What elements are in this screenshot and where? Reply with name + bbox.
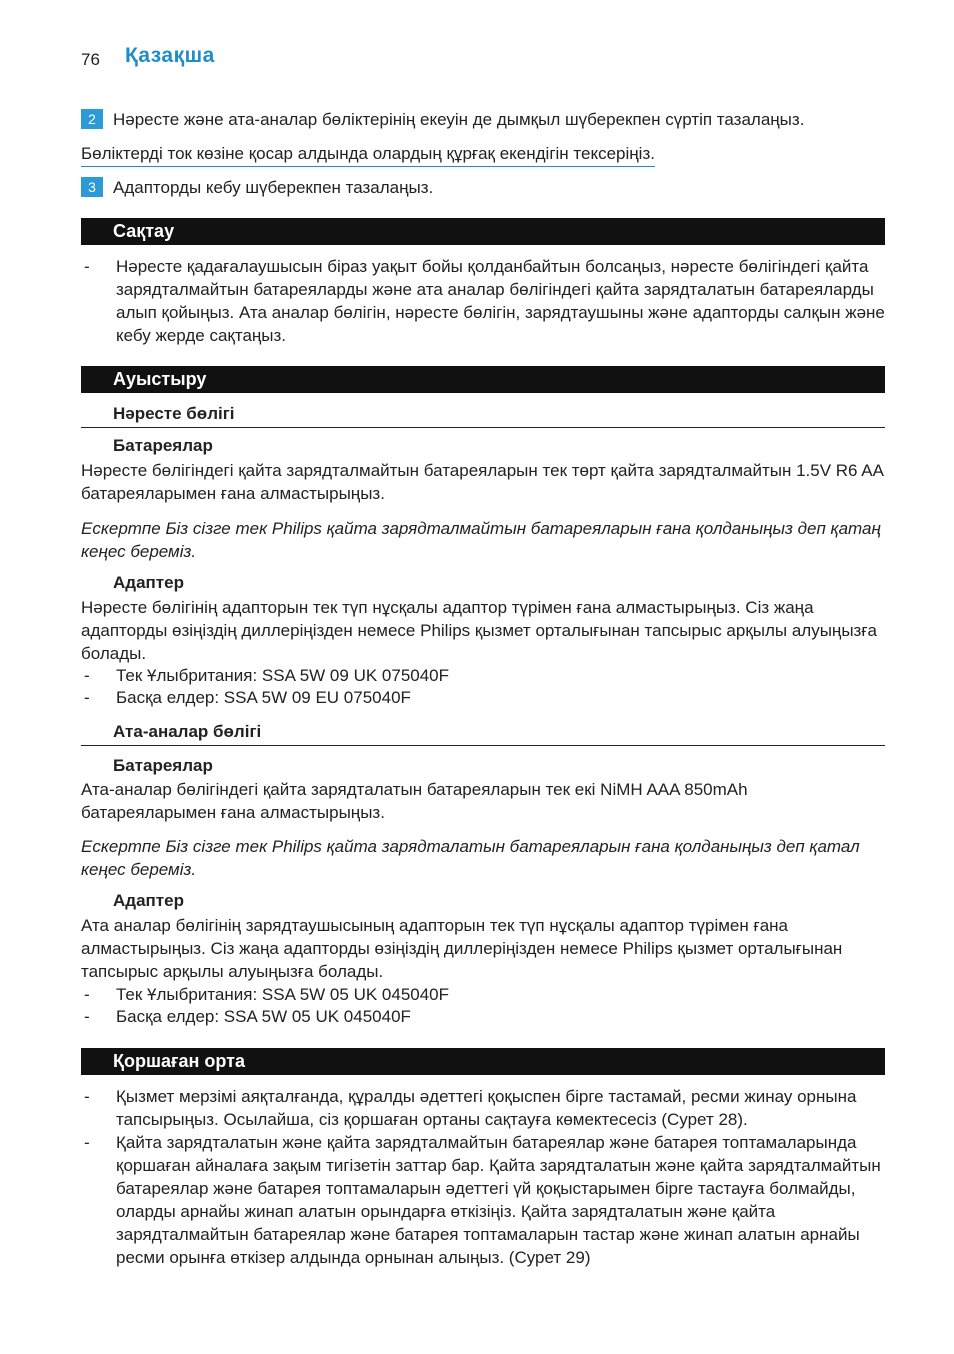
batteries-note: Ескертпе Біз сізге тек Philips қайта зарядталатын батареяларын ғана қолданыңыз деп қатал кеңес береміз. bbox=[81, 837, 860, 879]
list-item bbox=[81, 983, 887, 1006]
bullet-dash: - bbox=[84, 257, 90, 276]
language-title: Қазақша bbox=[125, 44, 215, 67]
adapter-text: Ата аналар бөлігінің зарядтаушысының адапторын тек түп нұсқалы адаптор түрімен ғана алмастырыңыз. Сіз жаңа адапторды өзіңіздің диллеріңізден немесе Philips қызмет орталығынан тапсырыс арқылы алуыңызға болады. bbox=[81, 916, 843, 981]
batteries-heading: Батареялар bbox=[113, 436, 213, 455]
step-text: Нәресте және ата-аналар бөліктерінің екеуін де дымқыл шүберекпен сүртіп тазалаңыз. bbox=[113, 110, 805, 129]
bullet-dash: - bbox=[84, 985, 90, 1004]
subsection-title: Нәресте бөлігі bbox=[113, 404, 235, 423]
bullet-dash: - bbox=[84, 688, 90, 707]
section-bar-replacement bbox=[81, 366, 885, 393]
list-item-text: Тек Ұлыбритания: SSA 5W 09 UK 075040F bbox=[116, 666, 450, 685]
step-number: 2 bbox=[81, 109, 103, 129]
list-item-text: Басқа елдер: SSA 5W 09 EU 075040F bbox=[116, 688, 411, 707]
list-item-text: Қайта зарядталатын және қайта зарядталмайтын батареялар және батарея топтамаларында қоршаған айналаға зақым тигізетін заттар бар. Қайта зарядталатын және қайта зарядталмайтын батареялар және батарея топтамаларын әдеттегі үй қоқыстарымен бірге тастауға болмайды, оларды арнайы жинап алатын орындарға өткізіңіз. Қайта зарядталатын және қайта зарядталмайтын батареялар және батарея топтамаларын тастар және жинап алатын арнайы ресми орынға өткізер алдында орнынан алыңыз. (Сурет 29) bbox=[116, 1133, 881, 1267]
bullet-dash: - bbox=[84, 1007, 90, 1026]
step-number: 3 bbox=[81, 177, 103, 197]
list-item-text: Қызмет мерзімі аяқталғанда, құралды әдеттегі қоқыспен бірге тастамай, ресми жинау орнына тапсырыңыз. Осылайша, сіз қоршаған ортаны сақтауға көмектесесіз (Сурет 28). bbox=[116, 1087, 857, 1129]
section-bar-storage bbox=[81, 218, 885, 245]
step-2 bbox=[81, 108, 885, 131]
list-item-text: Тек Ұлыбритания: SSA 5W 05 UK 045040F bbox=[116, 985, 450, 1004]
list-item bbox=[81, 686, 887, 709]
adapter-heading: Адаптер bbox=[113, 891, 184, 910]
batteries-text: Нәресте бөлігіндегі қайта зарядталмайтын батареяларын тек төрт қайта зарядталмайтын 1.5V R6 AA батареяларымен ғана алмастырыңыз. bbox=[81, 461, 884, 503]
bullet-dash: - bbox=[84, 666, 90, 685]
cleaning-note: Бөліктерді ток көзіне қосар алдында олардың құрғақ екендігін тексеріңіз. bbox=[81, 142, 655, 167]
bullet-dash: - bbox=[84, 1087, 90, 1106]
list-item bbox=[81, 664, 887, 687]
list-item-text: Басқа елдер: SSA 5W 05 UK 045040F bbox=[116, 1007, 411, 1026]
list-item bbox=[81, 255, 887, 347]
adapter-heading: Адаптер bbox=[113, 573, 184, 592]
list-item bbox=[81, 1085, 887, 1131]
bullet-dash: - bbox=[84, 1133, 90, 1152]
subsection-parent-unit bbox=[81, 721, 885, 746]
list-item bbox=[81, 1005, 887, 1028]
section-bar-environment bbox=[81, 1048, 885, 1075]
section-title: Ауыстыру bbox=[113, 369, 207, 389]
batteries-heading: Батареялар bbox=[113, 756, 213, 775]
batteries-note: Ескертпе Біз сізге тек Philips қайта зарядталмайтын батареяларын ғана қолданыңыз деп қатаң кеңес береміз. bbox=[81, 519, 881, 561]
list-item bbox=[81, 1131, 887, 1269]
adapter-text: Нәресте бөлігінің адапторын тек түп нұсқалы адаптор түрімен ғана алмастырыңыз. Сіз жаңа адапторды өзіңіздің диллеріңізден немесе Philips қызмет орталығынан тапсырыс арқылы алуыңызға болады. bbox=[81, 598, 877, 663]
step-3 bbox=[81, 176, 885, 199]
batteries-text: Ата-аналар бөлігіндегі қайта зарядталатын батареяларын тек екі NiMH AAA 850mAh батареяларымен ғана алмастырыңыз. bbox=[81, 780, 748, 822]
step-text: Адапторды кебу шүберекпен тазалаңыз. bbox=[113, 178, 434, 197]
list-item-text: Нәресте қадағалаушысын біраз уақыт бойы қолданбайтын болсаңыз, нәресте бөлігіндегі қайта зарядталмайтын батареяларды және ата аналар бөлігіндегі қайта зарядталатын батареяларды алып қойыңыз. Ата аналар бөлігін, нәресте бөлігін, зарядтаушыны және адапторды салқын және кебу жерде сақтаңыз. bbox=[116, 257, 885, 345]
section-title: Сақтау bbox=[113, 221, 175, 241]
section-title: Қоршаған орта bbox=[113, 1051, 245, 1071]
page-number: 76 bbox=[81, 50, 100, 69]
subsection-title: Ата-аналар бөлігі bbox=[113, 722, 262, 741]
subsection-baby-unit bbox=[81, 403, 885, 428]
